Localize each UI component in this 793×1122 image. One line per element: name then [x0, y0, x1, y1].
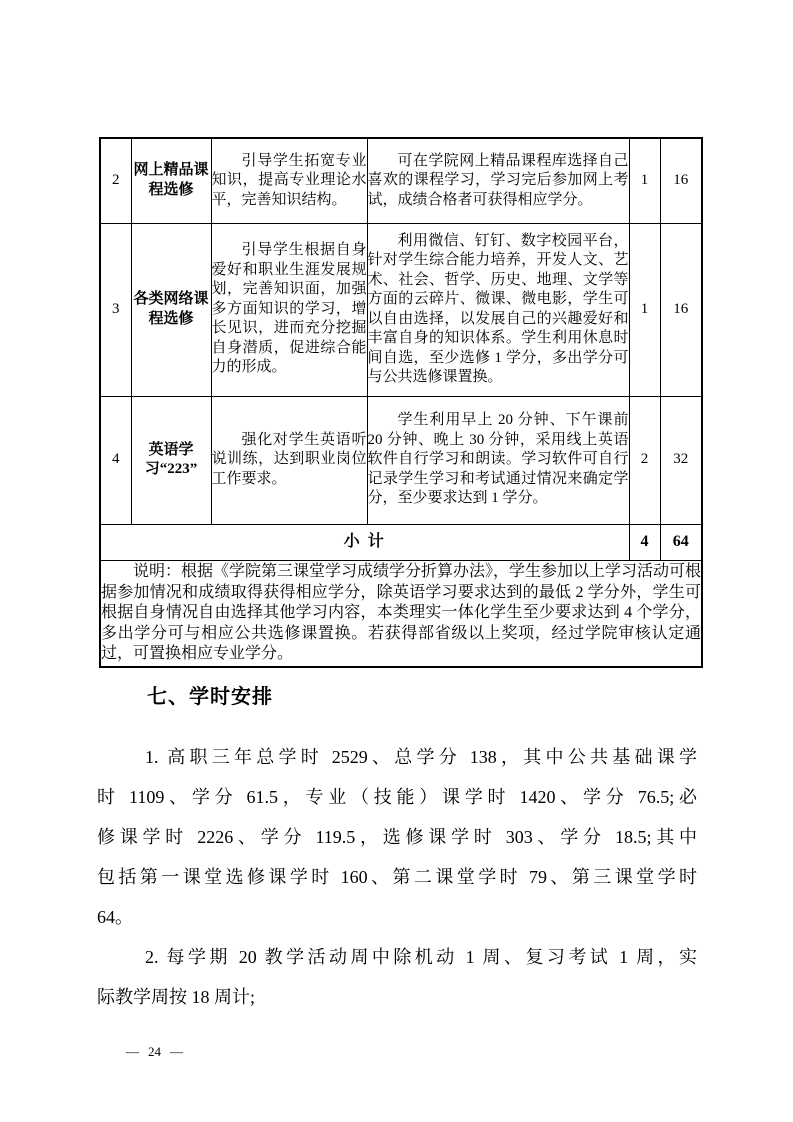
course-name-cell: 英语学习“223” [131, 396, 211, 524]
course-goal-cell [211, 396, 367, 524]
course-detail-text: 学生利用早上 20 分钟、下午课前 20 分钟、晚上 30 分钟，采用线上英语软件自行学习和朗读。学习软件可自行记录学生学习和考试通过情况来确定学分，至少要求达到 1 学分。 [367, 412, 629, 507]
table-row [100, 223, 702, 396]
paragraph-line: 64。 [97, 907, 133, 927]
note-cell [100, 560, 702, 667]
course-name-cell: 各类网络课程选修 [131, 223, 211, 396]
paragraph-line: 2. 每学期 20 教学活动周中除机动 1 周、复习考试 1 周，实 [145, 947, 697, 967]
page-number [126, 1044, 183, 1060]
course-goal-cell [211, 223, 367, 396]
paragraph-line: 1. 高职三年总学时 2529、总学分 138，其中公共基础课学 [145, 747, 697, 767]
section-heading: 七、学时安排 [147, 686, 273, 708]
table-row [100, 138, 702, 223]
page-number-dash: — [126, 1044, 139, 1059]
course-detail-cell [367, 138, 629, 223]
row-number-cell: 2 [100, 138, 131, 223]
note-row [100, 560, 702, 667]
row-number-cell: 4 [100, 396, 131, 524]
course-name-cell: 网上精品课程选修 [131, 138, 211, 223]
course-goal-text: 引导学生根据自身爱好和职业生涯发展规划，完善知识面，加强多方面知识的学习，增长见识，进而充分挖掘自身潜质，促进综合能力的形成。 [211, 242, 367, 376]
course-detail-text: 可在学院网上精品课程库选择自己喜欢的课程学习，学习完后参加网上考试，成绩合格者可获得相应学分。 [367, 152, 629, 208]
hours-cell: 16 [660, 138, 702, 223]
course-detail-cell [367, 396, 629, 524]
note-text: 说明：根据《学院第三课堂学习成绩学分折算办法》，学生参加以上学习活动可根据参加情况和成绩取得获得相应学分，除英语学习要求达到的最低 2 学分外，学生可根据自身情况自由选择其他学习内容，本类理实一体化学生至少要求达到 4 个学分，多出学分可与相应公共选修课置换。若获得部省级以上奖项，经过学院审核认定通过，可置换相应专业学分。 [101, 563, 702, 662]
table-row [100, 396, 702, 524]
credit-cell: 1 [629, 223, 660, 396]
page-number-value: 24 [148, 1044, 161, 1059]
hours-arrangement-section [97, 682, 697, 1017]
subtotal-credit-cell: 4 [629, 524, 660, 560]
paragraph-line: 时 1109、学分 61.5，专业（技能）课学时 1420、学分 76.5;必 [97, 787, 697, 807]
subtotal-hours-cell: 64 [660, 524, 702, 560]
credit-cell: 2 [629, 396, 660, 524]
hours-cell: 16 [660, 223, 702, 396]
credit-cell: 1 [629, 138, 660, 223]
paragraph-line: 修课学时 2226、学分 119.5，选修课学时 303、学分 18.5;其中 [97, 827, 697, 847]
paragraph-line: 包括第一课堂选修课学时 160、第二课堂学时 79、第三课堂学时 [97, 867, 697, 887]
paragraph-line: 际教学周按 18 周计; [97, 987, 256, 1007]
course-detail-cell [367, 223, 629, 396]
third-classroom-credits-table [99, 137, 703, 668]
course-goal-cell [211, 138, 367, 223]
hours-cell: 32 [660, 396, 702, 524]
course-goal-text: 强化对学生英语听说训练，达到职业岗位工作要求。 [211, 431, 367, 487]
row-number-cell: 3 [100, 223, 131, 396]
course-goal-text: 引导学生拓宽专业知识，提高专业理论水平，完善知识结构。 [211, 152, 367, 208]
course-detail-text: 利用微信、钉钉、数字校园平台，针对学生综合能力培养，开发人文、艺术、社会、哲学、历史、地理、文学等方面的云碎片、微课、微电影，学生可以自由选择，以发展自己的兴趣爱好和丰富自身的知识体系。学生利用休息时间自选，至少选修 1 学分，多出学分可与公共选修课置换。 [367, 232, 629, 385]
subtotal-label: 小 计 [100, 524, 629, 560]
page-number-dash: — [170, 1044, 183, 1059]
subtotal-row [100, 524, 702, 560]
